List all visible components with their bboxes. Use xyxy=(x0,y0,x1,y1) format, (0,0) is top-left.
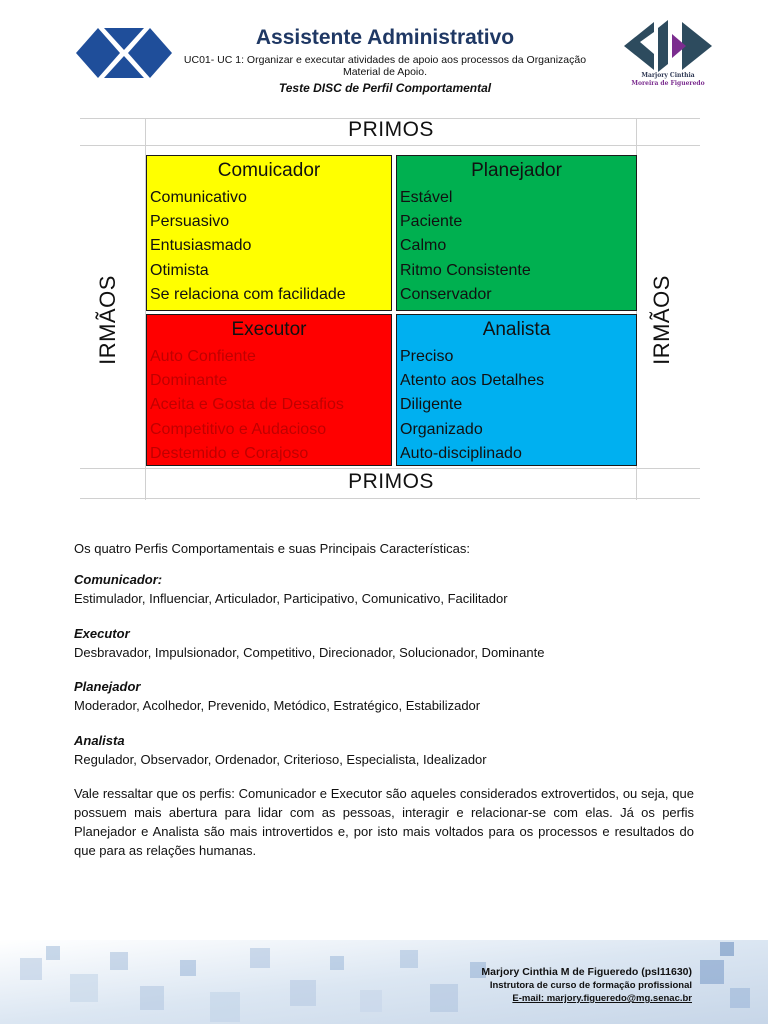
profile-planejador xyxy=(74,677,694,715)
trait-item: Paciente xyxy=(400,213,463,231)
logo-name-line-2: Moreira de Figueredo xyxy=(631,80,705,87)
subtitle-line-1: UC01- UC 1: Organizar e executar atividades de apoio aos processos da Organização xyxy=(183,54,587,66)
footer-email[interactable]: E-mail: marjory.figueredo@mg.senac.br xyxy=(512,993,692,1004)
instructor-logo-text xyxy=(620,72,716,88)
grid-line-lower xyxy=(80,468,700,469)
footer-role: Instrutora de curso de formação profissional xyxy=(489,980,692,991)
trait-item: Entusiasmado xyxy=(150,237,252,255)
profile-executor xyxy=(74,624,694,662)
quadrant-title: Analista xyxy=(482,319,551,340)
label-irmaos-left: IRMÃOS xyxy=(95,275,121,365)
test-title: Teste DISC de Perfil Comportamental xyxy=(278,81,492,95)
quadrant-comunicador xyxy=(146,155,392,311)
profile-description: Estimulador, Influenciar, Articulador, Participativo, Comunicativo, Facilitador xyxy=(74,591,508,606)
grid-line-upper xyxy=(80,145,700,146)
trait-item: Aceita e Gosta de Desafios xyxy=(150,396,344,414)
trait-list xyxy=(147,186,391,307)
quadrant-title: Comuicador xyxy=(217,160,321,181)
profile-description: Moderador, Acolhedor, Prevenido, Metódico, Estratégico, Estabilizador xyxy=(74,698,481,713)
closing-paragraph: Vale ressaltar que os perfis: Comunicador e Executor são aqueles considerados extrovertidos, ou seja, que possuem mais abertura para lidar com as pessoas, interagir e relacionar-se com elas. Já os perfis Planejador e Analista são mais introvertidos e, por isto mais voltados para os processos e resultados do que para as relações humanas. xyxy=(74,786,694,858)
quadrant-executor xyxy=(146,314,392,466)
subtitle-line-2: Material de Apoio. xyxy=(342,66,428,78)
profile-analista xyxy=(74,731,694,769)
document-subtitle xyxy=(180,54,590,78)
profile-heading: Comunicador: xyxy=(74,572,163,587)
trait-item: Organizado xyxy=(400,420,483,438)
profile-description: Regulador, Observador, Ordenador, Criterioso, Especialista, Idealizador xyxy=(74,752,487,767)
profile-heading: Analista xyxy=(74,733,125,748)
trait-item: Auto Confiente xyxy=(150,348,256,365)
footer-name: Marjory Cinthia M de Figueredo (psl11630) xyxy=(481,966,692,978)
trait-item: Dominante xyxy=(150,372,228,390)
trait-item: Destemido e Corajoso xyxy=(150,444,309,462)
label-irmaos-right: IRMÃOS xyxy=(649,275,675,365)
quadrant-title: Executor xyxy=(231,319,307,340)
profile-heading: Planejador xyxy=(74,679,141,694)
trait-item: Comunicativo xyxy=(150,189,247,206)
trait-list xyxy=(147,345,391,466)
intro-text: Os quatro Perfis Comportamentais e suas Principais Características: xyxy=(74,541,470,556)
trait-list xyxy=(397,345,636,466)
trait-item: Otimista xyxy=(150,261,209,279)
label-primos-top: PRIMOS xyxy=(348,118,434,141)
senac-logo xyxy=(76,24,172,82)
trait-item: Competitivo e Audacioso xyxy=(150,420,327,438)
quadrant-title: Planejador xyxy=(471,160,562,181)
trait-item: Estável xyxy=(400,189,453,206)
trait-list xyxy=(397,186,636,307)
trait-item: Ritmo Consistente xyxy=(400,261,531,279)
profile-description: Desbravador, Impulsionador, Competitivo, Direcionador, Solucionador, Dominante xyxy=(74,645,545,660)
trait-item: Conservador xyxy=(400,285,492,303)
logo-name-line-1: Marjory Cinthia xyxy=(641,72,695,79)
document-title: Assistente Administrativo xyxy=(255,26,515,49)
profile-comunicador xyxy=(74,570,694,608)
trait-item: Persuasivo xyxy=(150,213,230,231)
trait-item: Se relaciona com facilidade xyxy=(150,285,346,303)
footer-signature xyxy=(481,966,692,1005)
trait-item: Atento aos Detalhes xyxy=(400,372,545,390)
label-primos-bottom: PRIMOS xyxy=(348,470,434,493)
profile-heading: Executor xyxy=(74,626,130,641)
grid-line-bottom xyxy=(80,498,700,499)
trait-item: Auto-disciplinado xyxy=(400,444,522,462)
quadrant-planejador xyxy=(396,155,637,311)
trait-item: Preciso xyxy=(400,348,454,365)
quadrant-analista xyxy=(396,314,637,466)
trait-item: Calmo xyxy=(400,237,447,255)
trait-item: Diligente xyxy=(400,396,463,414)
